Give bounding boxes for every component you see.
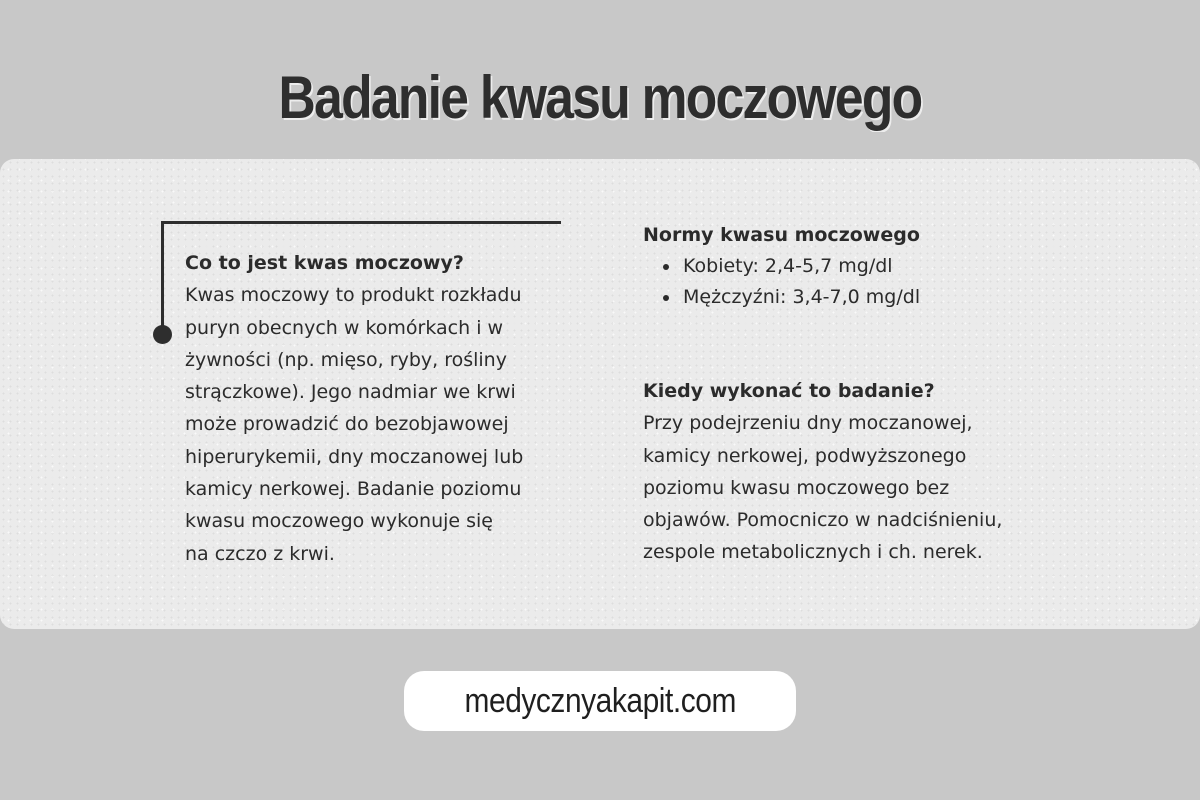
text-line: może prowadzić do bezobjawowej	[185, 413, 509, 436]
when-heading: Kiedy wykonać to badanie?	[643, 380, 935, 402]
norms-heading: Normy kwasu moczowego	[643, 224, 920, 246]
what-is-text	[185, 279, 575, 570]
text-line: kamicy nerkowej. Badanie poziomu	[185, 478, 522, 501]
website-badge	[404, 671, 796, 731]
list-item	[663, 251, 1083, 282]
norm-men: Mężczyźni: 3,4-7,0 mg/dl	[683, 286, 921, 308]
text-line: Przy podejrzeniu dny moczanowej,	[643, 412, 973, 435]
text-line: kwasu moczowego wykonuje się	[185, 510, 493, 533]
when-text	[643, 407, 1083, 568]
text-line: żywności (np. mięso, ryby, rośliny	[185, 348, 507, 371]
website-text: medycznyakapit.com	[464, 682, 736, 720]
text-line: puryn obecnych w komórkach i w	[185, 316, 504, 339]
text-line: zespole metabolicznych i ch. nerek.	[643, 541, 983, 564]
text-line: strączkowe). Jego nadmiar we krwi	[185, 381, 516, 404]
text-line: hiperurykemii, dny moczanowej lub	[185, 445, 524, 468]
text-line: Kwas moczowy to produkt rozkładu	[185, 284, 522, 307]
frame-dot	[153, 325, 172, 344]
frame-vertical-line	[161, 221, 164, 333]
what-is-uric-acid-section	[185, 247, 575, 570]
when-to-test-section	[643, 375, 1083, 569]
text-line: objawów. Pomocniczo w nadciśnieniu,	[643, 509, 1003, 532]
frame-horizontal-line	[161, 221, 561, 224]
list-item	[663, 282, 1083, 313]
norms-section	[643, 220, 1083, 313]
page-title: Badanie kwasu moczowego	[278, 64, 922, 131]
bullet-icon	[663, 264, 669, 270]
bullet-icon	[663, 295, 669, 301]
text-line: poziomu kwasu moczowego bez	[643, 476, 950, 499]
what-is-heading: Co to jest kwas moczowy?	[185, 252, 464, 274]
norms-list	[643, 251, 1083, 313]
text-line: na czczo z krwi.	[185, 542, 335, 565]
text-line: kamicy nerkowej, podwyższonego	[643, 444, 967, 467]
norm-women: Kobiety: 2,4-5,7 mg/dl	[683, 255, 893, 277]
